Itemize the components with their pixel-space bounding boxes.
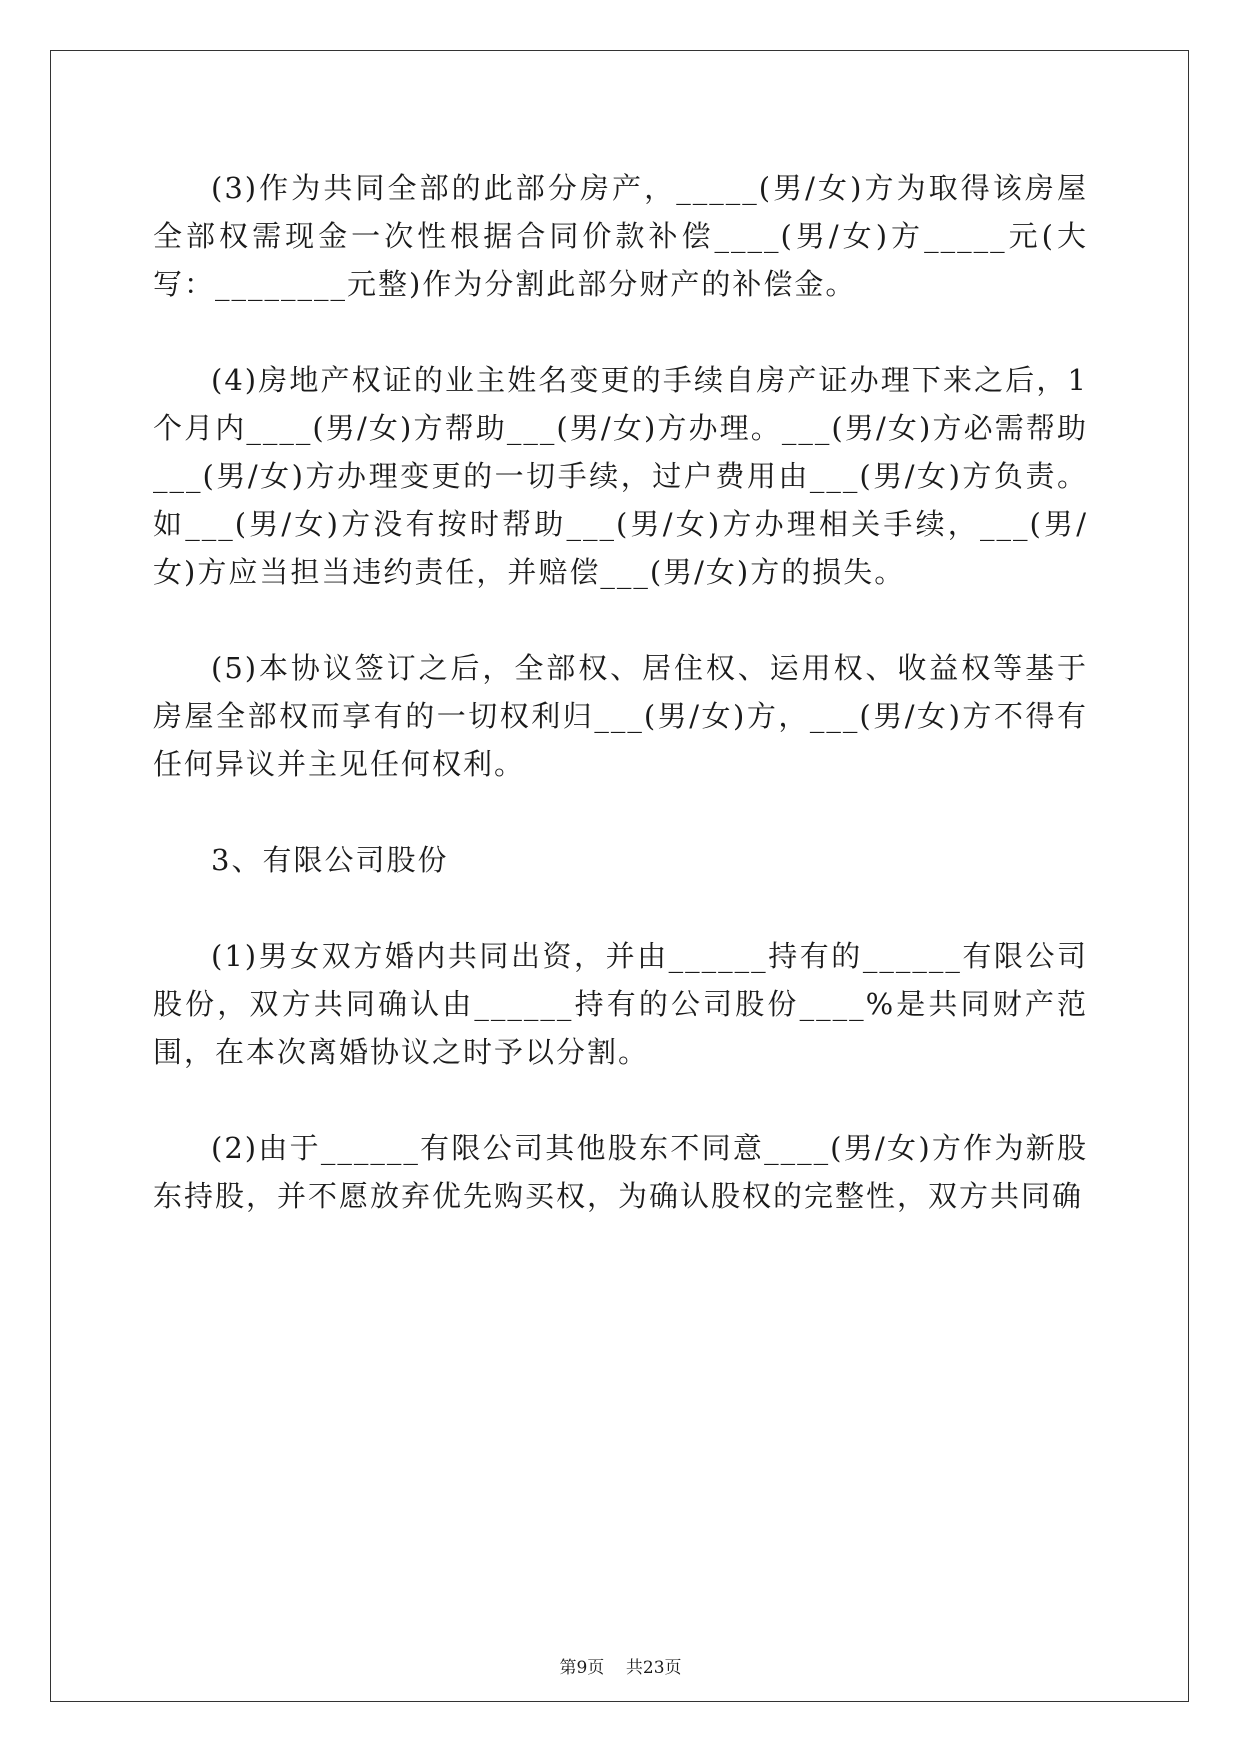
paragraph-5-ownership-rights: (5)本协议签订之后，全部权、居住权、运用权、收益权等基于房屋全部权而享有的一切权利归___(男/女)方，___(男/女)方不得有任何异议并主见任何权利。 [153,651,1088,781]
paragraph-3-property-compensation: (3)作为共同全部的此部分房产，_____(男/女)方为取得该房屋全部权需现金一次性根据合同价款补偿____(男/女)方_____元(大写：________元整)作为分割此部分财产的补偿金。 [153,171,1088,301]
document-body [153,164,1088,1220]
paragraph-4-title-transfer: (4)房地产权证的业主姓名变更的手续自房产证办理下来之后，1个月内____(男/女)方帮助___(男/女)方办理。___(男/女)方必需帮助___(男/女)方办理变更的一切手续，过户费用由___(男/女)方负责。如___(男/女)方没有按时帮助___(男/女)方办理相关手续，___(男/女)方应当担当违约责任，并赔偿___(男/女)方的损失。 [153,363,1088,589]
page-total: 共23页 [625,1658,682,1678]
paragraph-1-shares: (1)男女双方婚内共同出资，并由______持有的______有限公司股份，双方共同确认由______持有的公司股份____%是共同财产范围，在本次离婚协议之时予以分割。 [153,939,1088,1069]
page-footer [0,1656,1241,1680]
section-heading-company-shares: 3、有限公司股份 [211,843,449,877]
page-number: 第9页 [559,1658,605,1678]
paragraph-2-shareholders: (2)由于______有限公司其他股东不同意____(男/女)方作为新股东持股，并不愿放弃优先购买权，为确认股权的完整性，双方共同确 [153,1131,1088,1213]
